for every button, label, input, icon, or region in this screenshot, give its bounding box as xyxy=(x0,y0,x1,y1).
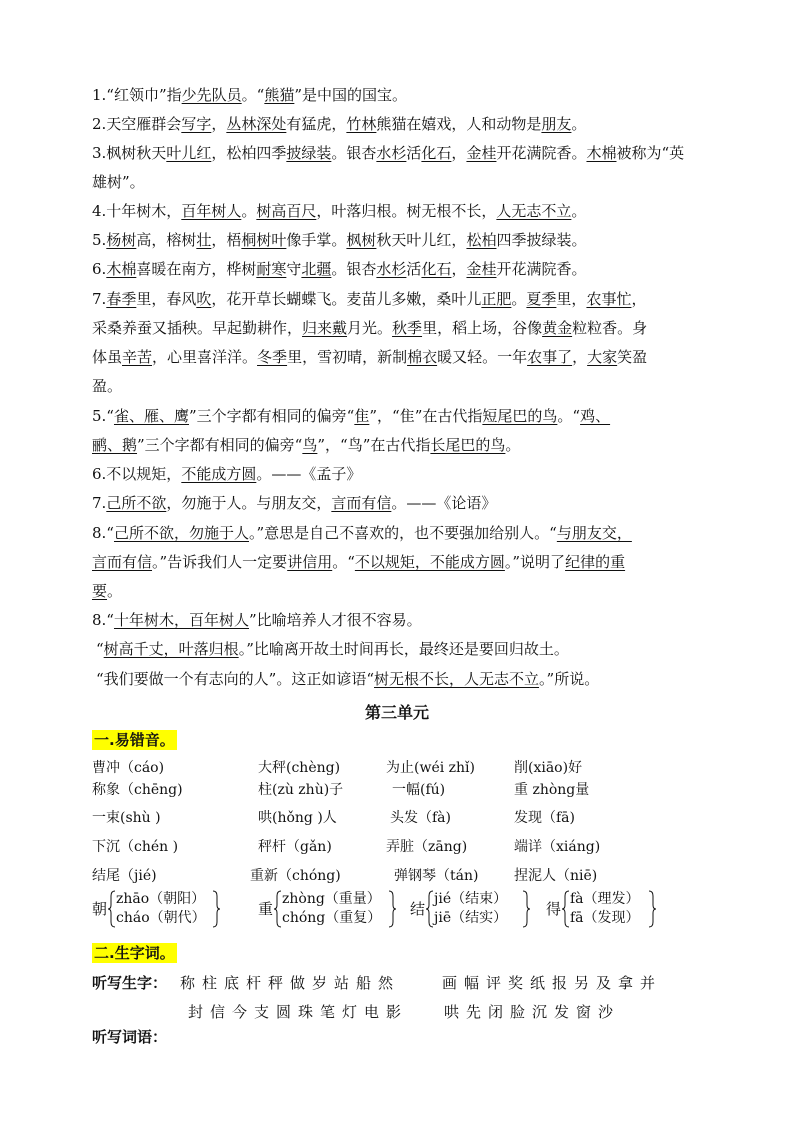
polyphone-reading: zhòng（重量） xyxy=(282,891,381,907)
pinyin-item: 柱(zù zhù)子 xyxy=(258,782,344,798)
pinyin-item: 弄脏（zāng) xyxy=(386,839,468,855)
line-21: “我们要做一个有志向的人”。这正如谚语“树无根不长，人无志不立。”所说。 xyxy=(96,670,600,688)
line-17: 言而有信。”告诉我们人一定要讲信用。“不以规矩，不能成方圆。”说明了纪律的重 xyxy=(92,553,626,571)
polyphone-reading: fā（发现） xyxy=(570,910,640,926)
line-1: 1.“红领巾”指少先队员。“熊猫”是中国的国宝。 xyxy=(92,86,408,104)
polyphone-reading: jié（结束） xyxy=(434,891,508,907)
line-14: 6.不以规矩，不能成方圆。——《孟子》 xyxy=(92,465,362,483)
line-18: 要。 xyxy=(92,582,123,600)
pinyin-item: 端详（xiáng) xyxy=(514,839,601,855)
section-heading-pronunciation: 一.易错音。 xyxy=(94,731,175,749)
pinyin-item: 重新（chóng) xyxy=(250,868,341,884)
polyphone-reading: jiē（结实） xyxy=(434,910,508,926)
line-3: 3.枫树秋天叶儿红，松柏四季披绿装。银杏水杉活化石，金桂开花满院香。木棉被称为“英 xyxy=(92,144,685,162)
line-13: 鹂、鹅”三个字都有相同的偏旁“鸟”，“鸟”在古代指长尾巴的鸟。 xyxy=(92,436,521,454)
pinyin-item: 一幅(fú) xyxy=(392,782,446,798)
char-list: 哄先闭脸沉发窗沙 xyxy=(444,1003,621,1021)
right-brace-icon xyxy=(212,890,220,928)
pinyin-item: 一束(shù ) xyxy=(92,810,161,826)
pinyin-item: 发现（fā) xyxy=(514,810,575,826)
pinyin-item: 头发（fà) xyxy=(390,810,451,826)
pinyin-item: 弹钢琴（tán) xyxy=(394,868,479,884)
line-4: 雄树”。 xyxy=(92,173,145,191)
right-brace-icon xyxy=(522,890,530,928)
line-8: 7.春季里，春风吹，花开草长蝴蝶飞。麦苗儿多嫩，桑叶儿正肥。夏季里，农事忙， xyxy=(92,290,647,308)
char-list: 称柱底杆秤做岁站船然 xyxy=(180,974,401,992)
right-brace-icon xyxy=(648,890,656,928)
pinyin-item: 下沉（chén ) xyxy=(92,839,179,855)
write-chars-label: 听写生字： xyxy=(92,974,168,992)
line-5: 4.十年树木，百年树人。树高百尺，叶落归根。树无根不长，人无志不立。 xyxy=(92,202,587,220)
line-10: 体虽辛苦，心里喜洋洋。冬季里，雪初晴，新制棉衣暖又轻。一年农事了，大家笑盈 xyxy=(92,348,648,366)
right-brace-icon xyxy=(388,890,396,928)
pinyin-item: 重 zhòng量 xyxy=(514,782,590,798)
line-16: 8.“己所不欲，勿施于人。”意思是自己不喜欢的，也不要强加给别人。“与朋友交， xyxy=(92,524,632,542)
line-9: 采桑养蚕又插秧。早起勤耕作，归来戴月光。秋季里，稻上场，谷像黄金粒粒香。身 xyxy=(92,319,648,337)
pinyin-item: 哄(hǒng )人 xyxy=(258,810,337,826)
polyphone-char: 得 xyxy=(546,900,562,918)
polyphone-reading: chóng（重复） xyxy=(282,910,382,926)
pinyin-item: 秤杆（gǎn) xyxy=(258,839,332,855)
line-6: 5.杨树高，榕树壮，梧桐树叶像手掌。枫树秋天叶儿红，松柏四季披绿装。 xyxy=(92,231,587,249)
polyphone-group xyxy=(258,890,408,930)
polyphone-char: 结 xyxy=(410,900,426,918)
polyphone-reading: zhāo（朝阳） xyxy=(116,891,206,907)
pinyin-item: 削(xiāo)好 xyxy=(514,760,583,776)
pinyin-item: 曹冲（cáo) xyxy=(92,760,165,776)
polyphone-char: 重 xyxy=(258,900,274,918)
char-list: 画幅评奖纸报另及拿并 xyxy=(442,974,663,992)
pinyin-item: 大秤(chèng) xyxy=(258,760,341,776)
line-11: 盈。 xyxy=(92,377,123,395)
polyphone-reading: fà（理发） xyxy=(570,891,640,907)
pinyin-item: 结尾（jié) xyxy=(92,868,157,884)
pinyin-item: 称象（chēng) xyxy=(92,782,183,798)
polyphone-reading: cháo（朝代） xyxy=(116,910,206,926)
pinyin-item: 为止(wéi zhǐ) xyxy=(386,760,475,776)
line-2: 2.天空雁群会写字，丛林深处有猛虎，竹林熊猫在嬉戏，人和动物是朋友。 xyxy=(92,115,587,133)
left-brace-icon xyxy=(274,890,282,928)
polyphone-group xyxy=(92,890,232,930)
line-7: 6.木棉喜暖在南方，桦树耐寒守北疆。银杏水杉活化石，金桂开花满院香。 xyxy=(92,260,587,278)
line-12: 5.“雀、雁、鹰”三个字都有相同的偏旁“隹”，“隹”在古代指短尾巴的鸟。“鸡、 xyxy=(92,407,611,425)
section-heading-characters: 二.生字词。 xyxy=(94,944,175,962)
left-brace-icon xyxy=(108,890,116,928)
unit-title: 第三单元 xyxy=(364,703,429,722)
line-15: 7.己所不欲，勿施于人。与朋友交，言而有信。——《论语》 xyxy=(92,494,497,512)
left-brace-icon xyxy=(562,890,570,928)
polyphone-group xyxy=(410,890,540,930)
line-19: 8.“十年树木，百年树人”比喻培养人才很不容易。 xyxy=(92,611,422,629)
pinyin-item: 捏泥人（niē) xyxy=(514,868,598,884)
line-20: “树高千丈，叶落归根。”比喻离开故土时间再长，最终还是要回归故土。 xyxy=(96,640,569,658)
polyphone-char: 朝 xyxy=(92,900,108,918)
char-list: 封信今支圆珠笔灯电影 xyxy=(188,1003,409,1021)
polyphone-group xyxy=(546,890,666,930)
left-brace-icon xyxy=(426,890,434,928)
write-words-label: 听写词语： xyxy=(92,1028,168,1046)
